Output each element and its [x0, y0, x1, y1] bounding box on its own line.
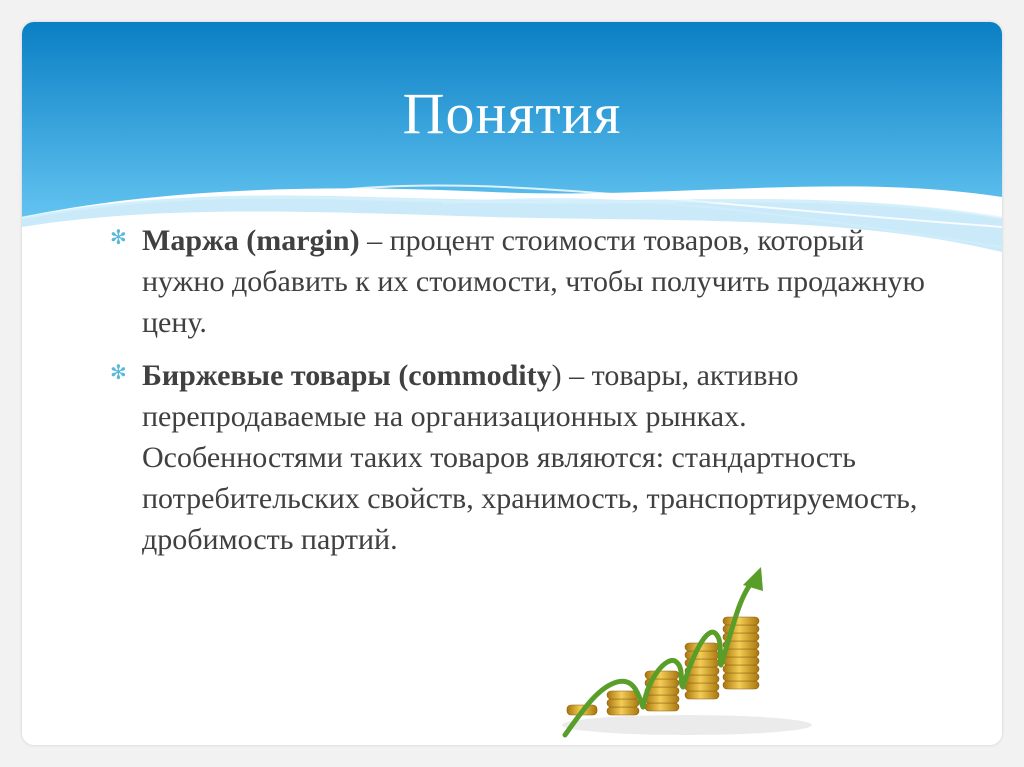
slide-title: Понятия: [402, 81, 622, 146]
bullet-text: [142, 220, 930, 343]
definition-margin: – процент стоимости товаров, который нужно добавить к их стоимости, чтобы получить продажную цену.: [142, 224, 925, 339]
term-margin: Маржа (margin): [142, 224, 360, 257]
bullet-margin: [110, 220, 930, 343]
bullet-commodity: [110, 355, 930, 560]
term-commodity: Биржевые товары (commodity: [142, 359, 552, 392]
slide: [22, 22, 1002, 745]
coin-stacks-growth-arrow-icon: [557, 557, 817, 742]
bullet-text: [142, 355, 930, 560]
star-bullet-icon: ✻: [110, 227, 127, 249]
star-bullet-icon: ✻: [110, 362, 127, 384]
definition-commodity: ) – товары, активно перепродаваемые на организационных рынках. Особенностями таких товаров являются: стандартность потребительских свойств, хранимость, транспортируемость, дробимость партий.: [142, 359, 918, 556]
bullet-list: [110, 220, 930, 572]
